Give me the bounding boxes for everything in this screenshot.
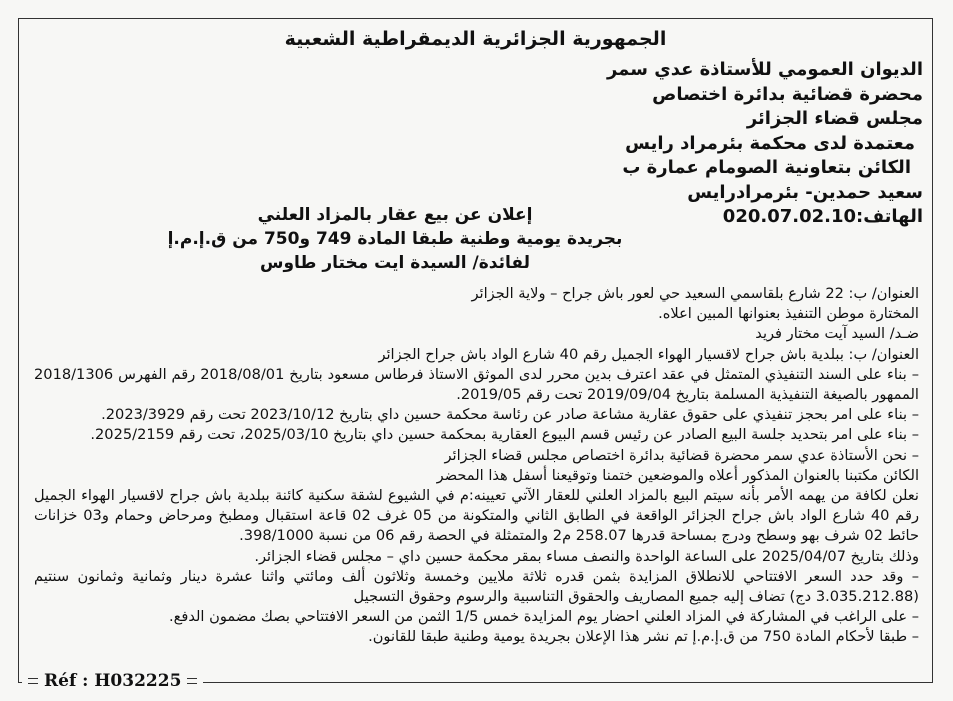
header-line: محضرة قضائية بدائرة اختصاص xyxy=(652,83,923,105)
heading-line: لفائدة/ السيدة ايت مختار طاوس xyxy=(260,253,530,273)
body-paragraph: – بناء على امر بحجز تنفيذي على حقوق عقارية مشاعة صادر عن رئاسة محكمة حسين داي بتاريخ 2023/10/12 تحت رقم 2023/3929. xyxy=(101,406,919,424)
header-line: الهاتف:020.07.02.10 xyxy=(722,206,923,227)
body-paragraph: الكائن مكتبنا بالعنوان المذكور أعلاه والموضعين ختمنا وتوقيعنا أسفل هذا المحضر xyxy=(436,466,919,484)
body-paragraph: المختارة موطن التنفيذ بعنوانها المبين اعلاه. xyxy=(658,305,919,323)
header-line: معتمدة لدى محكمة بئرمراد رايس xyxy=(625,132,915,154)
heading-line: إعلان عن بيع عقار بالمزاد العلني xyxy=(257,205,533,225)
header-line: مجلس قضاء الجزائر xyxy=(746,108,923,129)
body-paragraph: العنوان/ ب: ببلدية باش جراح لاقسيار الهواء الجميل رقم 40 شارع الواد باش جراح الجزائر xyxy=(378,345,919,363)
body-paragraph: نعلن لكافة من يهمه الأمر بأنه سيتم البيع بالمزاد العلني للعقار الآتي تعيينه:م في الشيوع لشقة سكنية كائنة ببلدية باش جراح لاقسيار الهواء الجميل رقم 40 شارع الواد باش جراح الجزائر الواقعة في الطابق الثاني والمتكونة من 05 غرف 02 قاعة استقبال ومطبخ ومرحاض وحمام و03 خزانات حائط 02 شرف بهو وسطح ودرج بمساحة قدرها 258.07 م2 والمتمثلة في الحصة رقم 06 من نسبة 398/1000. xyxy=(34,487,919,545)
body-paragraph: – بناء على السند التنفيذي المتمثل في عقد اعترف بدين محرر لدى الموثق الاستاذ فرطاس مسعود بتاريخ 2018/08/01 رقم الفهرس 2018/1306 الممهور بالصيغة التنفيذية المسلمة بتاريخ 2019/09/04 تحت رقم 2019/05. xyxy=(34,365,919,404)
body-paragraph: – نحن الأستاذة عدي سمر محضرة قضائية بدائرة اختصاص مجلس قضاء الجزائر xyxy=(444,446,919,464)
header-line: الكائن بتعاونية الصومام عمارة ب xyxy=(622,157,911,178)
body-paragraph: وذلك بتاريخ 2025/04/07 على الساعة الواحدة والنصف مساء بمقر محكمة حسين داي – مجلس قضاء الجزائر. xyxy=(254,547,919,565)
body-paragraph: العنوان/ ب: 22 شارع بلقاسمي السعيد حي لعور باش جراح – ولاية الجزائر xyxy=(471,285,919,302)
announcement-body xyxy=(34,284,919,648)
rule-mark xyxy=(187,678,197,684)
header-line: سعيد حمدين- بئرمرادرايس xyxy=(687,181,923,203)
reference-label xyxy=(22,671,203,691)
body-paragraph: – طبقا لأحكام المادة 750 من ق.إ.م.إ تم نشر هذا الإعلان بجريدة يومية وطنية طبقا للقانون. xyxy=(368,628,919,646)
heading-line: بجريدة يومية وطنية طبقا المادة 749 و750 من ق.إ.م.إ xyxy=(167,229,623,249)
header-line: الديوان العمومي للأستاذة عدي سمر xyxy=(606,59,923,80)
body-paragraph: – على الراغب في المشاركة في المزاد العلني احضار يوم المزايدة خمس 1/5 الثمن من السعر الافتتاحي بصك مضمون الدفع. xyxy=(168,608,919,626)
rule-mark xyxy=(28,678,38,684)
body-paragraph: ضـد/ السيد آيت مختار فريد xyxy=(755,325,919,343)
page-title: الجمهورية الجزائرية الديمقراطية الشعبية xyxy=(284,28,667,50)
body-paragraph: – بناء على امر بتحديد جلسة البيع الصادر عن رئيس قسم البيوع العقارية بمحكمة حسين داي بتاريخ 2025/03/10، تحت رقم 2025/2159. xyxy=(90,426,919,444)
reference-number: Réf : H032225 xyxy=(44,671,182,691)
announcement-heading xyxy=(110,203,680,275)
body-paragraph: – وقد حدد السعر الافتتاحي للانطلاق المزايدة بثمن قدره ثلاثة ملايين وخمسة وثلاثون ألف ومائتي واثنا عشرة دينار وثمانية وثمانون سنتيم (3.035.212.88 دج) تضاف إليه جميع المصاريف والحقوق التناسبية والرسوم وحقوق التسجيل xyxy=(34,567,919,606)
